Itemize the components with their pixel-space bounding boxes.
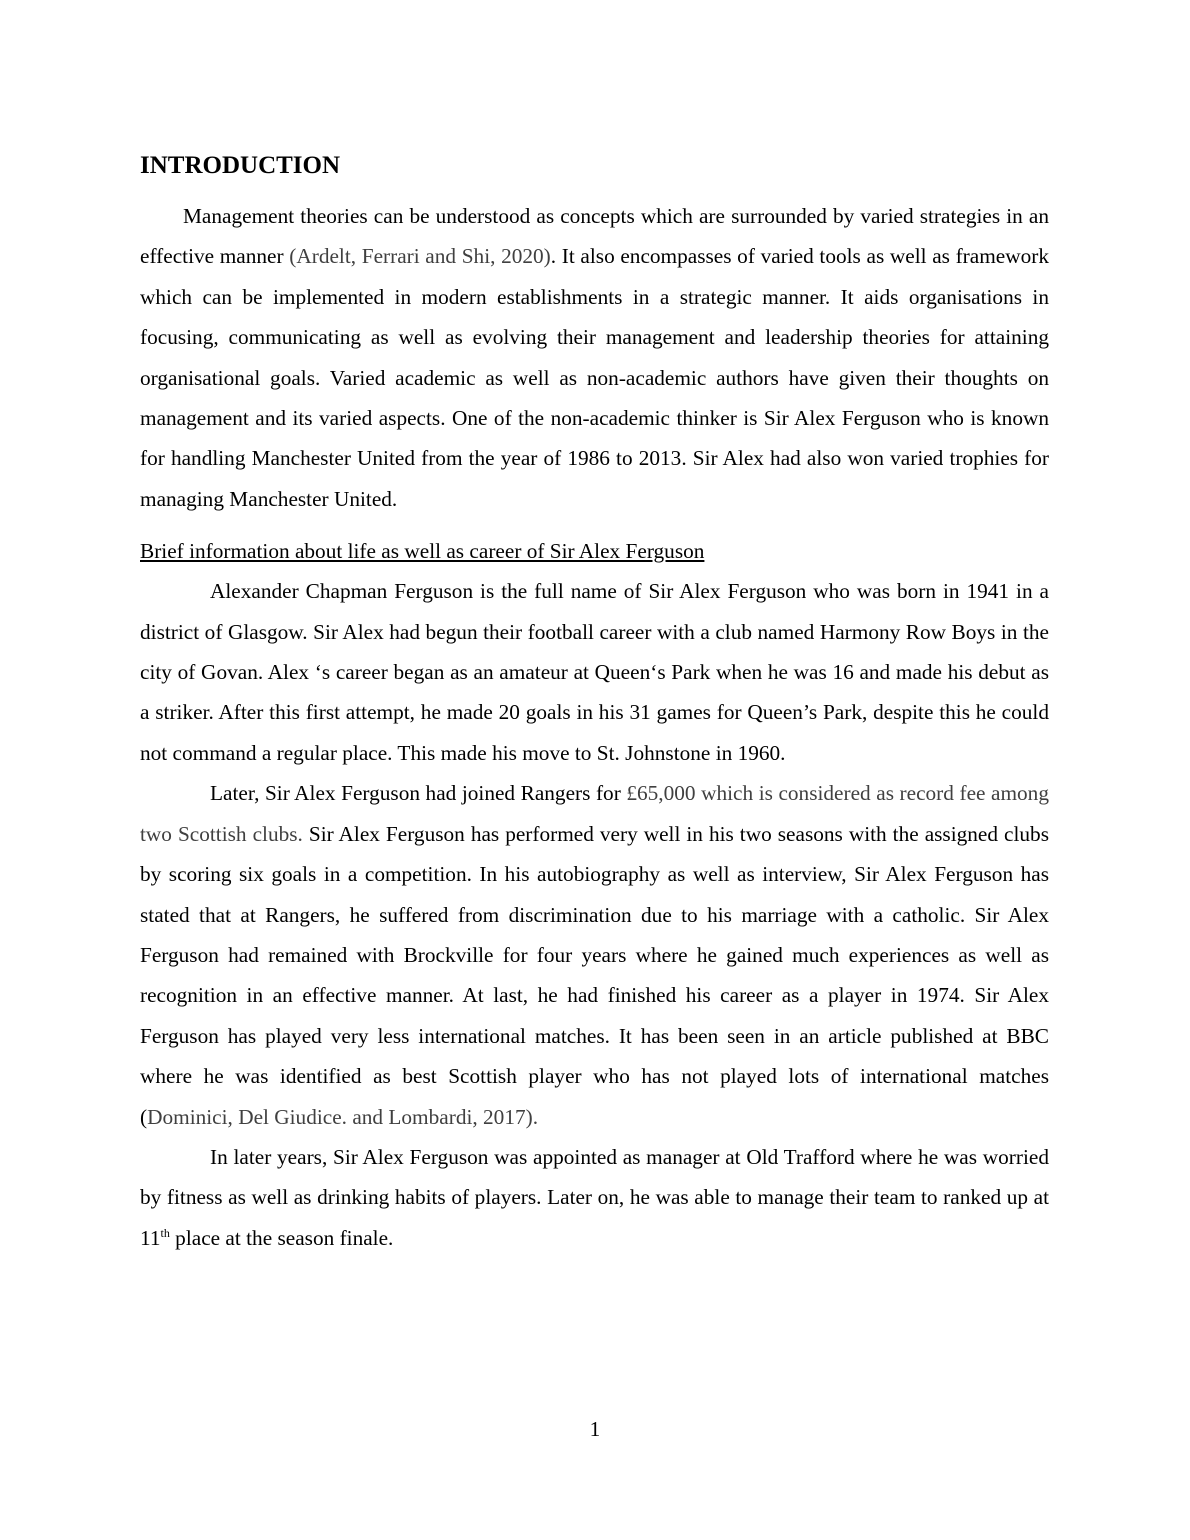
career-text-middle: Sir Alex Ferguson has performed very well in his two seasons with the assigned clubs by scoring six goals in a competition. In his autobiography as well as interview, Sir Alex Ferguson has stated that at Rangers, he suffered from discrimination due to his marriage with a catholic. Sir Alex Ferguson had remained with Brockville for four years where he gained much experiences as well as recognition in an effective manner. At last, he had finished his career as a player in 1974. Sir Alex Ferguson has played very less international matches. It has been seen in an article published at BBC where he was identified as best Scottish player who has not played lots of international matches (	[140, 821, 1049, 1129]
intro-citation: (Ardelt, Ferrari and Shi, 2020)	[289, 244, 551, 269]
page-number: 1	[589, 1417, 601, 1441]
section-subheading: Brief information about life as well as career of Sir Alex Ferguson	[140, 539, 705, 564]
page-content	[140, 146, 1049, 1258]
ordinal-superscript: th	[160, 1225, 170, 1240]
intro-text-end: . It also encompasses of varied tools as well as framework which can be implemented in modern establishments in a strategic manner. It aids organisations in focusing, communicating as well as evolving their management and leadership theories for attaining organisational goals. Varied academic as well as non-academic authors have given their thoughts on management and its varied aspects. One of the non-academic thinker is Sir Alex Ferguson who is known for handling Manchester United from the year of 1986 to 2013. Sir Alex had also won varied trophies for managing Manchester United.	[140, 244, 1050, 511]
career-text-start: Later, Sir Alex Ferguson had joined Rangers for	[210, 781, 627, 806]
intro-paragraph	[140, 196, 1049, 519]
record-fee-citation: £65,000 which is considered as record fee among two Scottish clubs.	[140, 781, 1049, 846]
career-paragraph-3	[140, 1137, 1049, 1258]
page-title: INTRODUCTION	[140, 152, 341, 179]
intro-text-start: Management theories can be understood as concepts which are surrounded by varied strategies in an effective manner	[140, 204, 1049, 269]
dominici-citation: Dominici, Del Giudice. and Lombardi, 2017	[147, 1104, 526, 1129]
career-paragraph-2	[140, 773, 1049, 1137]
manager-text-end: place at the season finale.	[169, 1225, 394, 1250]
career-paragraph-1: Alexander Chapman Ferguson is the full name of Sir Alex Ferguson who was born in 1941 in a district of Glasgow. Sir Alex had begun their football career with a club named Harmony Row Boys in the city of Govan. Alex ‘s career began as an amateur at Queen‘s Park when he was 16 and made his debut as a striker. After this first attempt, he made 20 goals in his 31 games for Queen’s Park, despite this he could not command a regular place. This made his move to St. Johnstone in 1960.	[140, 579, 1049, 765]
manager-text-start: In later years, Sir Alex Ferguson was appointed as manager at Old Trafford where he was worried by fitness as well as drinking habits of players. Later on, he was able to manage their team to ranked up at 11	[140, 1144, 1049, 1250]
citation-close: ).	[525, 1104, 539, 1129]
